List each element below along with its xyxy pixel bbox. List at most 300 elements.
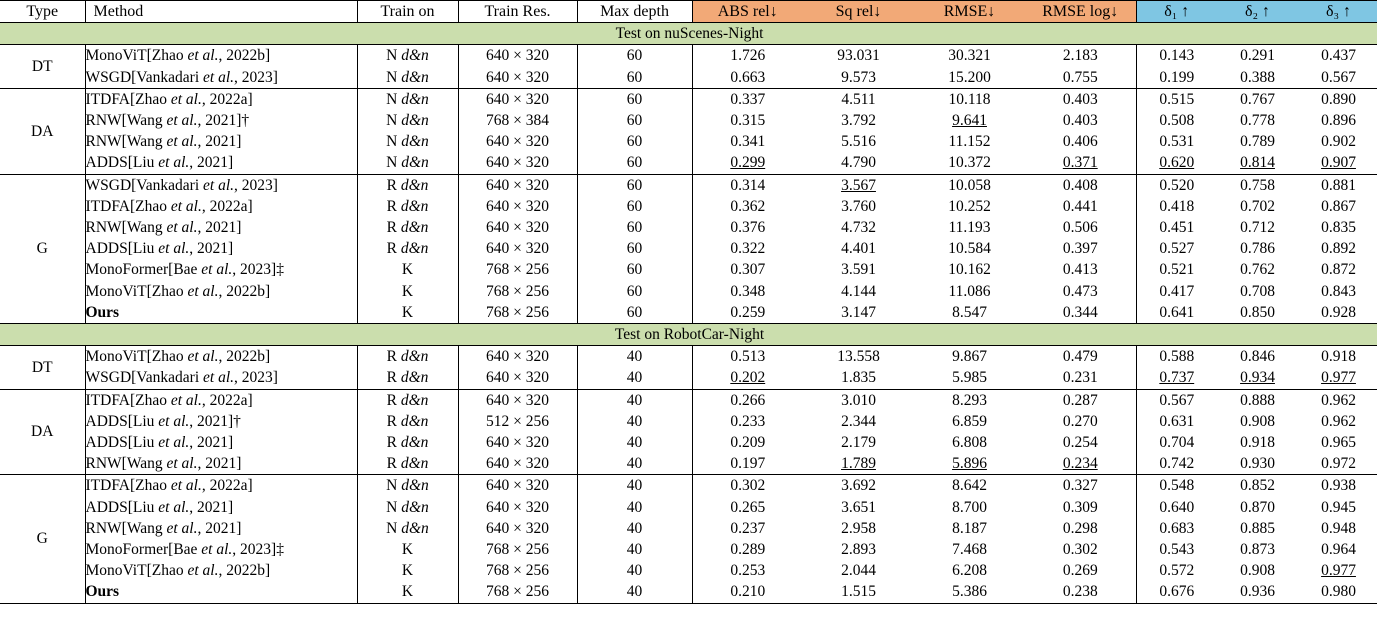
metric-d3-value: 0.948 [1321, 519, 1356, 537]
table-row [0, 88, 1377, 110]
metric-rmse-value: 8.187 [952, 519, 987, 537]
metric-d1-value: 0.543 [1159, 541, 1195, 559]
metric-d1-value: 0.588 [1159, 348, 1195, 366]
metric-d1-value: 0.641 [1136, 302, 1217, 324]
train-on-value: N d&n [357, 45, 458, 67]
metric-sq_rel-value: 2.893 [841, 541, 876, 559]
group-type-label: DA [0, 88, 85, 174]
method-name: ITDFA[Zhao et al., 2022a] [85, 88, 357, 110]
metric-d3-value: 0.890 [1321, 90, 1356, 108]
metric-sq_rel-value: 4.732 [841, 219, 876, 237]
metric-rmse_log-value: 0.473 [1025, 281, 1136, 302]
method-name: ITDFA[Zhao et al., 2022a] [85, 196, 357, 217]
max-depth-value: 60 [577, 67, 692, 89]
train-on-value: N d&n [357, 152, 458, 174]
metric-d2-value: 0.850 [1217, 302, 1298, 324]
metric-rmse_log-value: 0.309 [1025, 497, 1136, 518]
metric-abs_rel-value: 0.265 [730, 498, 766, 516]
train-res-value: 640 × 320 [458, 88, 577, 110]
metric-rmse-value: 9.867 [952, 348, 987, 366]
metric-rmse-value: 11.086 [948, 282, 991, 300]
metric-abs_rel-value: 0.302 [730, 477, 766, 495]
metric-d3-value: 0.902 [1321, 133, 1356, 151]
method-name: RNW[Wang et al., 2021] [85, 217, 357, 238]
group-type-label: G [0, 174, 85, 323]
train-res-value: 768 × 256 [458, 539, 577, 560]
metric-rmse_log-value: 0.269 [1025, 560, 1136, 581]
metric-abs_rel-value: 0.197 [692, 453, 803, 475]
train-on-value: R d&n [357, 346, 458, 368]
metric-sq_rel-value: 4.511 [841, 90, 876, 108]
train-on-value: R d&n [357, 174, 458, 196]
metric-d2-value: 0.708 [1240, 282, 1275, 300]
metric-d1-value: 0.676 [1136, 581, 1217, 603]
train-res-value: 640 × 320 [458, 174, 577, 196]
metric-abs_rel-value: 0.315 [730, 112, 766, 130]
metric-sq_rel-value: 2.958 [841, 519, 876, 537]
column-header-max_depth: Max depth [577, 1, 692, 23]
method-name: MonoViT[Zhao et al., 2022b] [85, 281, 357, 302]
metric-d3-value: 0.867 [1321, 197, 1356, 215]
metric-d3-value: 0.945 [1321, 498, 1356, 516]
metric-d3-value: 0.980 [1298, 581, 1377, 603]
metric-abs_rel-value: 0.210 [692, 581, 803, 603]
metric-d1-value: 0.451 [1159, 219, 1195, 237]
table-row [0, 497, 1377, 518]
method-name: ITDFA[Zhao et al., 2022a] [85, 389, 357, 411]
metric-sq_rel-value: 3.651 [841, 498, 876, 516]
method-name: MonoViT[Zhao et al., 2022b] [85, 45, 357, 67]
metric-sq_rel-value: 4.790 [803, 152, 914, 174]
max-depth-value: 40 [577, 453, 692, 475]
metric-sq_rel-value: 4.144 [841, 282, 876, 300]
metric-d1-value: 0.572 [1159, 562, 1195, 580]
max-depth-value: 60 [577, 110, 692, 131]
metric-d1-value: 0.520 [1159, 176, 1195, 194]
metric-abs_rel-value: 0.337 [730, 90, 766, 108]
metric-rmse-value: 6.808 [952, 434, 987, 452]
max-depth-value: 60 [577, 281, 692, 302]
train-res-value: 640 × 320 [458, 346, 577, 368]
train-on-value: R d&n [357, 411, 458, 432]
metric-rmse-value: 8.700 [952, 498, 987, 516]
method-name: MonoFormer[Bae et al., 2023]‡ [85, 539, 357, 560]
metric-abs_rel-value: 0.209 [730, 434, 766, 452]
column-header-abs_rel: ABS rel↓ [692, 1, 803, 23]
max-depth-value: 40 [577, 432, 692, 453]
metric-d2-value: 0.908 [1240, 562, 1275, 580]
train-res-value: 640 × 320 [458, 453, 577, 475]
metric-rmse-value: 5.985 [914, 367, 1025, 389]
max-depth-value: 40 [577, 560, 692, 581]
metric-d2-value: 0.762 [1240, 261, 1275, 279]
method-name: Ours [85, 581, 357, 603]
section-banner-row [0, 23, 1377, 45]
method-name: MonoViT[Zhao et al., 2022b] [85, 560, 357, 581]
metric-d3-value: 0.972 [1298, 453, 1377, 475]
metric-abs_rel-value: 0.202 [692, 367, 803, 389]
train-on-value: N d&n [357, 67, 458, 89]
metric-d2-value: 0.291 [1240, 47, 1275, 65]
metric-d1-value: 0.527 [1159, 240, 1195, 258]
table-row [0, 238, 1377, 259]
metric-d2-value: 0.936 [1217, 581, 1298, 603]
train-on-value: N d&n [357, 131, 458, 152]
metric-d3-value: 0.896 [1321, 112, 1356, 130]
metric-sq_rel-value: 93.031 [837, 47, 880, 65]
column-header-train_on: Train on [357, 1, 458, 23]
metric-d1-value: 0.548 [1159, 477, 1195, 495]
metric-d2-value: 0.778 [1240, 112, 1275, 130]
max-depth-value: 60 [577, 45, 692, 67]
metric-sq_rel-value: 1.835 [803, 367, 914, 389]
metric-rmse_log-value: 0.406 [1025, 131, 1136, 152]
method-name: MonoViT[Zhao et al., 2022b] [85, 346, 357, 368]
group-type-label: DT [0, 346, 85, 389]
metric-d3-value: 0.437 [1321, 47, 1356, 65]
train-res-value: 768 × 256 [458, 560, 577, 581]
metric-rmse_log-value: 0.397 [1025, 238, 1136, 259]
metric-d3-value: 0.962 [1321, 391, 1356, 409]
max-depth-value: 40 [577, 539, 692, 560]
train-res-value: 768 × 256 [458, 281, 577, 302]
metric-rmse-value: 10.162 [948, 261, 991, 279]
metric-d1-value: 0.521 [1159, 261, 1195, 279]
metric-sq_rel-value: 1.515 [803, 581, 914, 603]
metric-abs_rel-value: 0.299 [692, 152, 803, 174]
table-row [0, 302, 1377, 324]
method-name: WSGD[Vankadari et al., 2023] [85, 67, 357, 89]
metric-d3-value: 0.567 [1298, 67, 1377, 89]
metric-d2-value: 0.885 [1240, 519, 1275, 537]
train-on-value: R d&n [357, 196, 458, 217]
metric-d3-value: 0.938 [1321, 477, 1356, 495]
metric-abs_rel-value: 0.341 [730, 133, 766, 151]
max-depth-value: 40 [577, 346, 692, 368]
metric-rmse-value: 11.152 [948, 133, 991, 151]
max-depth-value: 40 [577, 518, 692, 539]
method-name: RNW[Wang et al., 2021] [85, 453, 357, 475]
metric-sq_rel-value: 2.344 [841, 412, 876, 430]
group-type-label: DA [0, 389, 85, 475]
metric-d1-value: 0.620 [1136, 152, 1217, 174]
metric-d1-value: 0.567 [1159, 391, 1195, 409]
metric-rmse-value: 10.584 [948, 240, 991, 258]
method-name: ADDS[Liu et al., 2021] [85, 432, 357, 453]
metric-rmse_log-value: 0.238 [1025, 581, 1136, 603]
metric-d2-value: 0.786 [1240, 240, 1275, 258]
train-on-value: N d&n [357, 518, 458, 539]
metric-d3-value: 0.962 [1321, 412, 1356, 430]
metric-d3-value: 0.977 [1321, 562, 1356, 580]
metric-sq_rel-value: 3.591 [841, 261, 876, 279]
metric-d2-value: 0.934 [1217, 367, 1298, 389]
train-on-value: N d&n [357, 88, 458, 110]
metric-d2-value: 0.873 [1240, 541, 1275, 559]
table-row [0, 581, 1377, 603]
metric-rmse-value: 9.641 [952, 112, 987, 130]
metric-d2-value: 0.852 [1240, 477, 1275, 495]
metric-sq_rel-value: 13.558 [837, 348, 880, 366]
metric-d3-value: 0.872 [1321, 261, 1356, 279]
metric-d3-value: 0.835 [1321, 219, 1356, 237]
method-name: RNW[Wang et al., 2021] [85, 131, 357, 152]
table-row [0, 432, 1377, 453]
metric-rmse_log-value: 0.403 [1025, 110, 1136, 131]
metric-d2-value: 0.702 [1240, 197, 1275, 215]
metric-rmse_log-value: 0.287 [1025, 389, 1136, 411]
metric-d2-value: 0.388 [1217, 67, 1298, 89]
metric-d2-value: 0.870 [1240, 498, 1275, 516]
train-res-value: 640 × 320 [458, 196, 577, 217]
metric-d3-value: 0.965 [1321, 434, 1356, 452]
train-res-value: 640 × 320 [458, 152, 577, 174]
max-depth-value: 60 [577, 88, 692, 110]
metric-d1-value: 0.704 [1159, 434, 1195, 452]
metric-d1-value: 0.742 [1136, 453, 1217, 475]
section-banner-row [0, 324, 1377, 346]
metric-rmse_log-value: 0.479 [1025, 346, 1136, 368]
table-row [0, 131, 1377, 152]
train-res-value: 768 × 256 [458, 581, 577, 603]
train-on-value: R d&n [357, 432, 458, 453]
metric-rmse_log-value: 0.327 [1025, 475, 1136, 497]
table-row [0, 196, 1377, 217]
train-res-value: 640 × 320 [458, 45, 577, 67]
column-header-type: Type [0, 1, 85, 23]
table-row [0, 539, 1377, 560]
metric-d1-value: 0.199 [1136, 67, 1217, 89]
metric-rmse_log-value: 0.371 [1025, 152, 1136, 174]
metric-sq_rel-value: 3.147 [803, 302, 914, 324]
train-on-value: K [357, 302, 458, 324]
table-header [0, 1, 1377, 23]
column-header-rmse: RMSE↓ [914, 1, 1025, 23]
metric-d1-value: 0.683 [1159, 519, 1195, 537]
metric-abs_rel-value: 0.513 [730, 348, 766, 366]
table-row [0, 259, 1377, 280]
metric-d2-value: 0.767 [1240, 90, 1275, 108]
metric-sq_rel-value: 3.760 [841, 197, 876, 215]
metric-d3-value: 0.964 [1321, 541, 1356, 559]
metric-abs_rel-value: 0.362 [730, 197, 766, 215]
metric-abs_rel-value: 1.726 [730, 47, 766, 65]
table-row [0, 281, 1377, 302]
train-res-value: 640 × 320 [458, 131, 577, 152]
train-on-value: K [357, 581, 458, 603]
group-type-label: G [0, 475, 85, 603]
train-res-value: 640 × 320 [458, 217, 577, 238]
train-res-value: 640 × 320 [458, 432, 577, 453]
train-res-value: 768 × 256 [458, 259, 577, 280]
table-row [0, 560, 1377, 581]
train-res-value: 640 × 320 [458, 238, 577, 259]
metric-d1-value: 0.640 [1159, 498, 1195, 516]
max-depth-value: 40 [577, 411, 692, 432]
metric-rmse-value: 6.208 [952, 562, 987, 580]
metric-rmse_log-value: 0.302 [1025, 539, 1136, 560]
metric-sq_rel-value: 3.567 [841, 176, 876, 194]
metric-abs_rel-value: 0.266 [730, 391, 766, 409]
method-name: MonoFormer[Bae et al., 2023]‡ [85, 259, 357, 280]
table-row [0, 367, 1377, 389]
header-row [0, 1, 1377, 23]
metric-sq_rel-value: 3.010 [841, 391, 876, 409]
metric-sq_rel-value: 2.044 [841, 562, 876, 580]
metric-rmse_log-value: 2.183 [1025, 45, 1136, 67]
metric-rmse-value: 10.118 [948, 90, 991, 108]
metric-sq_rel-value: 2.179 [841, 434, 876, 452]
metric-abs_rel-value: 0.376 [730, 219, 766, 237]
metric-d2-value: 0.908 [1240, 412, 1275, 430]
metric-rmse-value: 10.058 [948, 176, 991, 194]
metric-rmse-value: 5.896 [914, 453, 1025, 475]
section-banner-label: Test on RobotCar-Night [0, 324, 1377, 346]
metric-d1-value: 0.508 [1159, 112, 1195, 130]
metric-abs_rel-value: 0.322 [730, 240, 766, 258]
metric-d2-value: 0.789 [1240, 133, 1275, 151]
metric-rmse_log-value: 0.506 [1025, 217, 1136, 238]
metric-abs_rel-value: 0.233 [730, 412, 766, 430]
max-depth-value: 60 [577, 238, 692, 259]
metric-abs_rel-value: 0.663 [692, 67, 803, 89]
metric-d2-value: 0.888 [1240, 391, 1275, 409]
metric-rmse-value: 8.547 [914, 302, 1025, 324]
max-depth-value: 60 [577, 196, 692, 217]
metric-d1-value: 0.531 [1159, 133, 1195, 151]
method-name: WSGD[Vankadari et al., 2023] [85, 174, 357, 196]
section-banner-label: Test on nuScenes-Night [0, 23, 1377, 45]
metric-d3-value: 0.843 [1321, 282, 1356, 300]
metric-rmse_log-value: 0.254 [1025, 432, 1136, 453]
metric-rmse_log-value: 0.755 [1025, 67, 1136, 89]
metric-rmse_log-value: 0.403 [1025, 88, 1136, 110]
column-header-sq_rel: Sq rel↓ [803, 1, 914, 23]
max-depth-value: 60 [577, 217, 692, 238]
metric-sq_rel-value: 3.792 [841, 112, 876, 130]
metric-rmse_log-value: 0.231 [1025, 367, 1136, 389]
metric-rmse-value: 15.200 [914, 67, 1025, 89]
table-row [0, 110, 1377, 131]
metric-sq_rel-value: 3.692 [841, 477, 876, 495]
train-res-value: 640 × 320 [458, 475, 577, 497]
metric-rmse-value: 8.293 [952, 391, 987, 409]
table-row [0, 217, 1377, 238]
column-header-rmse_log: RMSE log↓ [1025, 1, 1136, 23]
metric-rmse_log-value: 0.344 [1025, 302, 1136, 324]
table-row [0, 45, 1377, 67]
metric-d3-value: 0.918 [1321, 348, 1356, 366]
train-on-value: N d&n [357, 110, 458, 131]
metric-rmse-value: 30.321 [948, 47, 991, 65]
table-row [0, 389, 1377, 411]
metric-rmse-value: 5.386 [914, 581, 1025, 603]
train-on-value: K [357, 281, 458, 302]
train-on-value: R d&n [357, 389, 458, 411]
train-res-value: 640 × 320 [458, 67, 577, 89]
table-row [0, 475, 1377, 497]
metric-d1-value: 0.515 [1159, 90, 1195, 108]
train-res-value: 640 × 320 [458, 389, 577, 411]
table-row [0, 411, 1377, 432]
metric-sq_rel-value: 5.516 [841, 133, 876, 151]
train-on-value: K [357, 560, 458, 581]
train-on-value: N d&n [357, 497, 458, 518]
method-name: RNW[Wang et al., 2021] [85, 518, 357, 539]
metric-rmse_log-value: 0.408 [1025, 174, 1136, 196]
metric-d1-value: 0.631 [1159, 412, 1195, 430]
max-depth-value: 40 [577, 581, 692, 603]
column-header-d2: δ₂ ↑ [1217, 1, 1298, 23]
method-name: ADDS[Liu et al., 2021] [85, 497, 357, 518]
metric-d3-value: 0.977 [1298, 367, 1377, 389]
train-on-value: R d&n [357, 453, 458, 475]
metric-abs_rel-value: 0.237 [730, 519, 766, 537]
train-res-value: 640 × 320 [458, 367, 577, 389]
column-header-d3: δ₃ ↑ [1298, 1, 1377, 23]
metric-d2-value: 0.918 [1240, 434, 1275, 452]
metric-abs_rel-value: 0.307 [730, 261, 766, 279]
metric-sq_rel-value: 4.401 [841, 240, 876, 258]
method-name: ADDS[Liu et al., 2021] [85, 152, 357, 174]
max-depth-value: 40 [577, 475, 692, 497]
table-row [0, 174, 1377, 196]
metric-rmse-value: 6.859 [952, 412, 987, 430]
metric-rmse-value: 10.372 [914, 152, 1025, 174]
metric-sq_rel-value: 1.789 [803, 453, 914, 475]
train-res-value: 768 × 256 [458, 302, 577, 324]
metric-d1-value: 0.417 [1159, 282, 1195, 300]
train-on-value: R d&n [357, 367, 458, 389]
max-depth-value: 60 [577, 259, 692, 280]
metric-rmse_log-value: 0.413 [1025, 259, 1136, 280]
train-on-value: K [357, 259, 458, 280]
metric-rmse-value: 7.468 [952, 541, 987, 559]
train-on-value: N d&n [357, 475, 458, 497]
metric-d3-value: 0.892 [1321, 240, 1356, 258]
train-on-value: R d&n [357, 217, 458, 238]
table-row [0, 518, 1377, 539]
metric-rmse-value: 8.642 [952, 477, 987, 495]
column-header-method: Method [85, 1, 357, 23]
metric-d2-value: 0.712 [1240, 219, 1275, 237]
method-name: RNW[Wang et al., 2021]† [85, 110, 357, 131]
train-on-value: K [357, 539, 458, 560]
metric-abs_rel-value: 0.348 [730, 282, 766, 300]
max-depth-value: 40 [577, 497, 692, 518]
table-row [0, 346, 1377, 368]
max-depth-value: 40 [577, 389, 692, 411]
table-body [0, 23, 1377, 603]
table-row [0, 453, 1377, 475]
metric-rmse_log-value: 0.441 [1025, 196, 1136, 217]
max-depth-value: 60 [577, 174, 692, 196]
metric-d1-value: 0.737 [1136, 367, 1217, 389]
metric-rmse-value: 11.193 [948, 219, 991, 237]
max-depth-value: 60 [577, 131, 692, 152]
metric-rmse_log-value: 0.298 [1025, 518, 1136, 539]
metric-d1-value: 0.418 [1159, 197, 1195, 215]
train-res-value: 640 × 320 [458, 497, 577, 518]
metric-abs_rel-value: 0.289 [730, 541, 766, 559]
method-name: ADDS[Liu et al., 2021] [85, 238, 357, 259]
column-header-train_res: Train Res. [458, 1, 577, 23]
table-row [0, 152, 1377, 174]
metric-d2-value: 0.930 [1217, 453, 1298, 475]
group-type-label: DT [0, 45, 85, 88]
max-depth-value: 40 [577, 367, 692, 389]
metric-abs_rel-value: 0.314 [730, 176, 766, 194]
